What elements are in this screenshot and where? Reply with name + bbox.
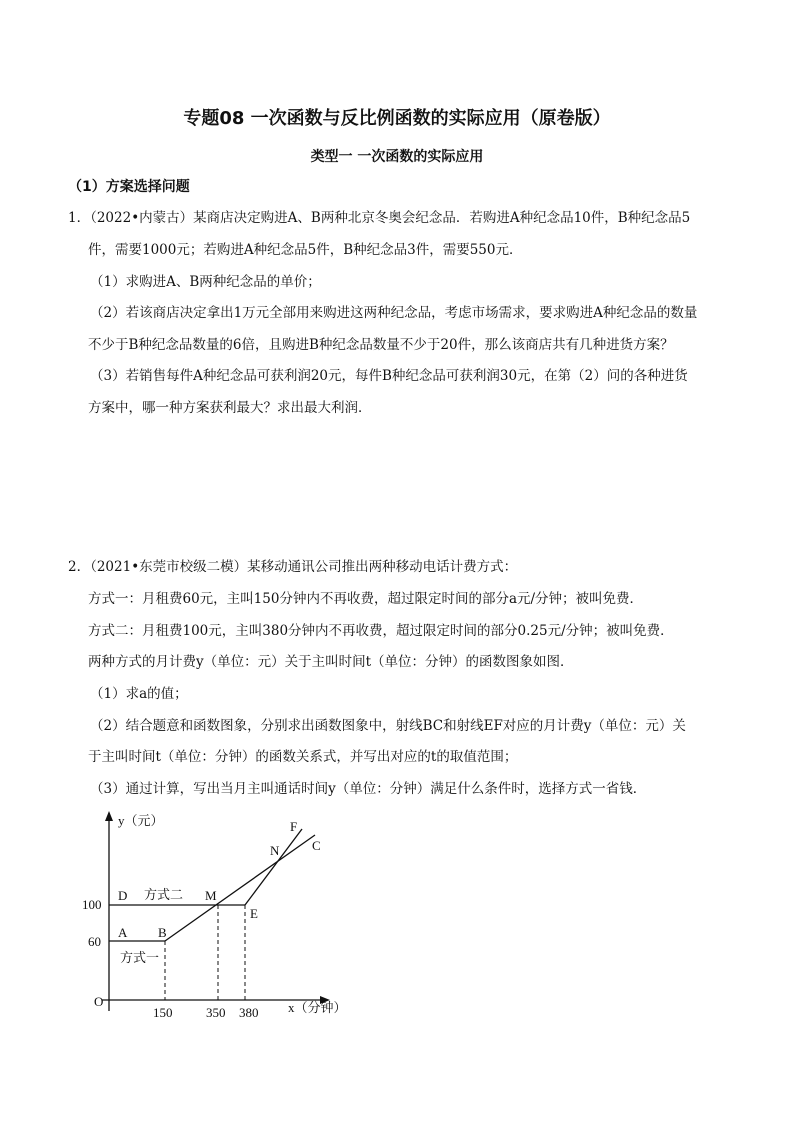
x-axis-label: x（分钟） xyxy=(288,1000,347,1015)
problem2-part-3: （3）通过计算，写出当月主叫通话时间y（单位：分钟）满足什么条件时，选择方式一省钱． xyxy=(90,781,647,797)
x-tick-350: 350 xyxy=(206,1005,226,1020)
type-heading: 类型一 一次函数的实际应用 xyxy=(310,149,484,165)
problem2-method-2: 方式二：月租费100元，主叫380分钟内不再收费，超过限定时间的部分0.25元/分钟；被叫免费． xyxy=(88,623,674,639)
ray-E-F xyxy=(245,829,302,905)
y-axis-label: y（元） xyxy=(118,813,164,828)
problem1-line: 不少于B种纪念品数量的6倍，且购进B种纪念品数量不少于20件，那么该商店共有几种进货方案？ xyxy=(88,337,674,353)
problem1-part-2: （2）若该商店决定拿出1万元全部用来购进这两种纪念品，考虑市场需求，要求购进A种纪念品的数量 xyxy=(90,305,698,321)
problem2-line: 两种方式的月计费y（单位：元）关于主叫时间t（单位：分钟）的函数图象如图． xyxy=(88,654,574,670)
point-label-C: C xyxy=(312,838,321,853)
origin-label: O xyxy=(94,994,104,1009)
problem1-line: 方案中，哪一种方案获利最大？求出最大利润． xyxy=(88,400,372,416)
problem2-method-1: 方式一：月租费60元，主叫150分钟内不再收费，超过限定时间的部分a元/分钟；被叫免费． xyxy=(88,591,644,607)
ray-B-C xyxy=(165,835,315,941)
problem1-line: 件，需要1000元；若购进A种纪念品5件，B种纪念品3件，需要550元． xyxy=(88,242,523,258)
problem1-part-1: （1）求购进A、B两种纪念品的单价； xyxy=(90,274,321,290)
point-label-N: N xyxy=(270,843,280,858)
x-tick-150: 150 xyxy=(153,1005,173,1020)
x-tick-380: 380 xyxy=(239,1005,259,1020)
point-label-M: M xyxy=(205,888,217,903)
problem2-line: 2．（2021•东莞市校级二模）某移动通讯公司推出两种移动电话计费方式： xyxy=(68,559,518,575)
problem2-part-2: （2）结合题意和函数图象，分别求出函数图象中，射线BC和射线EF对应的月计费y（单位：元）关 xyxy=(90,718,686,734)
point-label-A: A xyxy=(118,925,128,940)
point-label-B: B xyxy=(158,925,167,940)
point-label-D: D xyxy=(118,888,128,903)
method-1-label: 方式一 xyxy=(120,950,160,965)
problem2-part-1: （1）求a的值； xyxy=(90,686,188,702)
y-tick-60: 60 xyxy=(88,934,101,949)
y-axis-arrow xyxy=(105,811,113,821)
y-tick-100: 100 xyxy=(82,897,102,912)
problem1-part-3: （3）若销售每件A种纪念品可获利润20元，每件B种纪念品可获利润30元，在第（2）问的各种进货 xyxy=(90,368,688,384)
document-title: 专题08 一次函数与反比例函数的实际应用（原卷版） xyxy=(183,108,611,129)
problem2-line: 于主叫时间t（单位：分钟）的函数关系式，并写出对应的t的取值范围； xyxy=(88,749,518,765)
point-label-F: F xyxy=(290,819,298,834)
problem1-line: 1．（2022•内蒙古）某商店决定购进A、B两种北京冬奥会纪念品．若购进A种纪念品10件，B种纪念品5 xyxy=(68,210,691,226)
section-heading: （1）方案选择问题 xyxy=(68,179,190,195)
point-label-E: E xyxy=(250,906,258,921)
method-2-label: 方式二 xyxy=(144,887,184,902)
function-graph xyxy=(80,805,360,1023)
